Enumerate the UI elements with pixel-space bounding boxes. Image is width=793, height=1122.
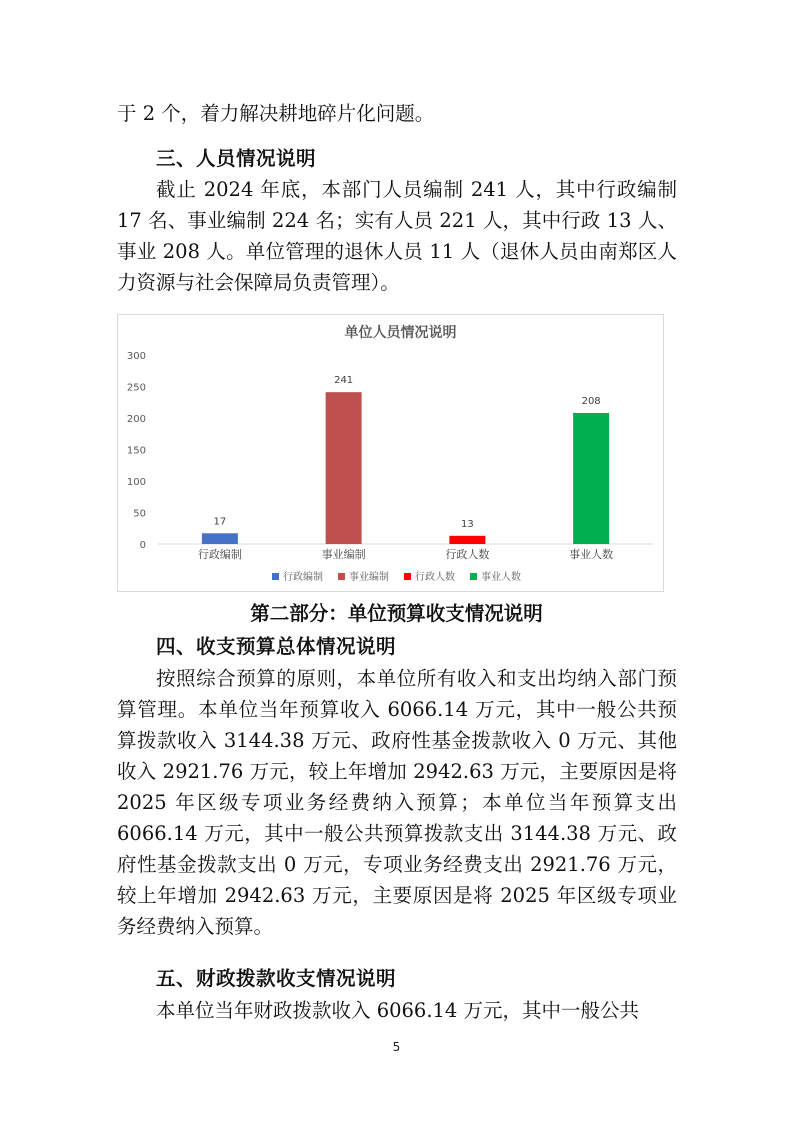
- chart-svg: [118, 315, 663, 591]
- bar-3: [573, 413, 609, 544]
- x-tick-label: 事业编制: [321, 548, 366, 561]
- section-3-heading: 三、人员情况说明: [156, 147, 317, 170]
- bar-1: [326, 392, 362, 544]
- legend-swatch-1: [338, 573, 345, 580]
- bar-value-label: 13: [461, 518, 474, 530]
- legend-swatch-3: [470, 573, 477, 580]
- x-tick-label: 行政编制: [197, 548, 242, 561]
- x-tick-label: 事业人数: [569, 548, 614, 561]
- legend-label: 行政人数: [415, 572, 455, 583]
- staff-bar-chart: [117, 314, 664, 592]
- y-tick-label: 0: [139, 540, 146, 551]
- bar-value-label: 17: [213, 516, 227, 528]
- section-5-heading: 五、财政拨款收支情况说明: [156, 967, 397, 990]
- y-tick-label: 250: [126, 382, 146, 394]
- part-2-heading: 第二部分：单位预算收支情况说明: [250, 602, 543, 625]
- y-tick-label: 200: [126, 414, 146, 425]
- bar-0: [202, 533, 238, 544]
- chart-title: 单位人员情况说明: [344, 325, 457, 341]
- bar-2: [449, 536, 485, 544]
- legend-swatch-2: [404, 573, 411, 580]
- page-number: 5: [392, 1040, 401, 1054]
- y-tick-label: 150: [126, 445, 146, 457]
- y-tick-label: 300: [126, 351, 146, 362]
- section-4-heading: 四、收支预算总体情况说明: [156, 635, 397, 658]
- y-tick-label: 50: [133, 508, 146, 520]
- section-5-paragraph: 本单位当年财政拨款收入 6066.14 万元，其中一般公共: [156, 999, 640, 1022]
- section-3-paragraph: 截止 2024 年底，本部门人员编制 241 人，其中行政编制 17 名、事业编制 224 名；实有人员 221 人，其中行政 13 人、事业 208 人。单位管理的退休人员 11 人（退休人员由南郑区人力资源与社会保障局负责管理）。: [117, 178, 677, 294]
- legend-label: 行政编制: [283, 572, 323, 583]
- y-tick-label: 100: [126, 477, 146, 488]
- bar-value-label: 241: [334, 375, 354, 387]
- legend-label: 事业编制: [349, 572, 389, 583]
- x-tick-label: 行政人数: [445, 548, 490, 561]
- section-4-paragraph: 按照综合预算的原则，本单位所有收入和支出均纳入部门预算管理。本单位当年预算收入 6066.14 万元，其中一般公共预算拨款收入 3144.38 万元、政府性基金拨款收入 0 万元、其他收入 2921.76 万元，较上年增加 2942.63 万元，主要原因是将 2025 年区级专项业务经费纳入预算；本单位当年预算支出 6066.14 万元，其中一般公共预算拨款支出 3144.38 万元、政府性基金拨款支出 0 万元，专项业务经费支出 2921.76 万元，较上年增加 2942.63 万元，主要原因是将 2025 年区级专项业务经费纳入预算。: [117, 667, 677, 938]
- legend-swatch-0: [272, 573, 279, 580]
- bar-value-label: 208: [581, 395, 601, 407]
- legend-label: 事业人数: [481, 572, 521, 583]
- intro-line: 于 2 个，着力解决耕地碎片化问题。: [117, 102, 435, 125]
